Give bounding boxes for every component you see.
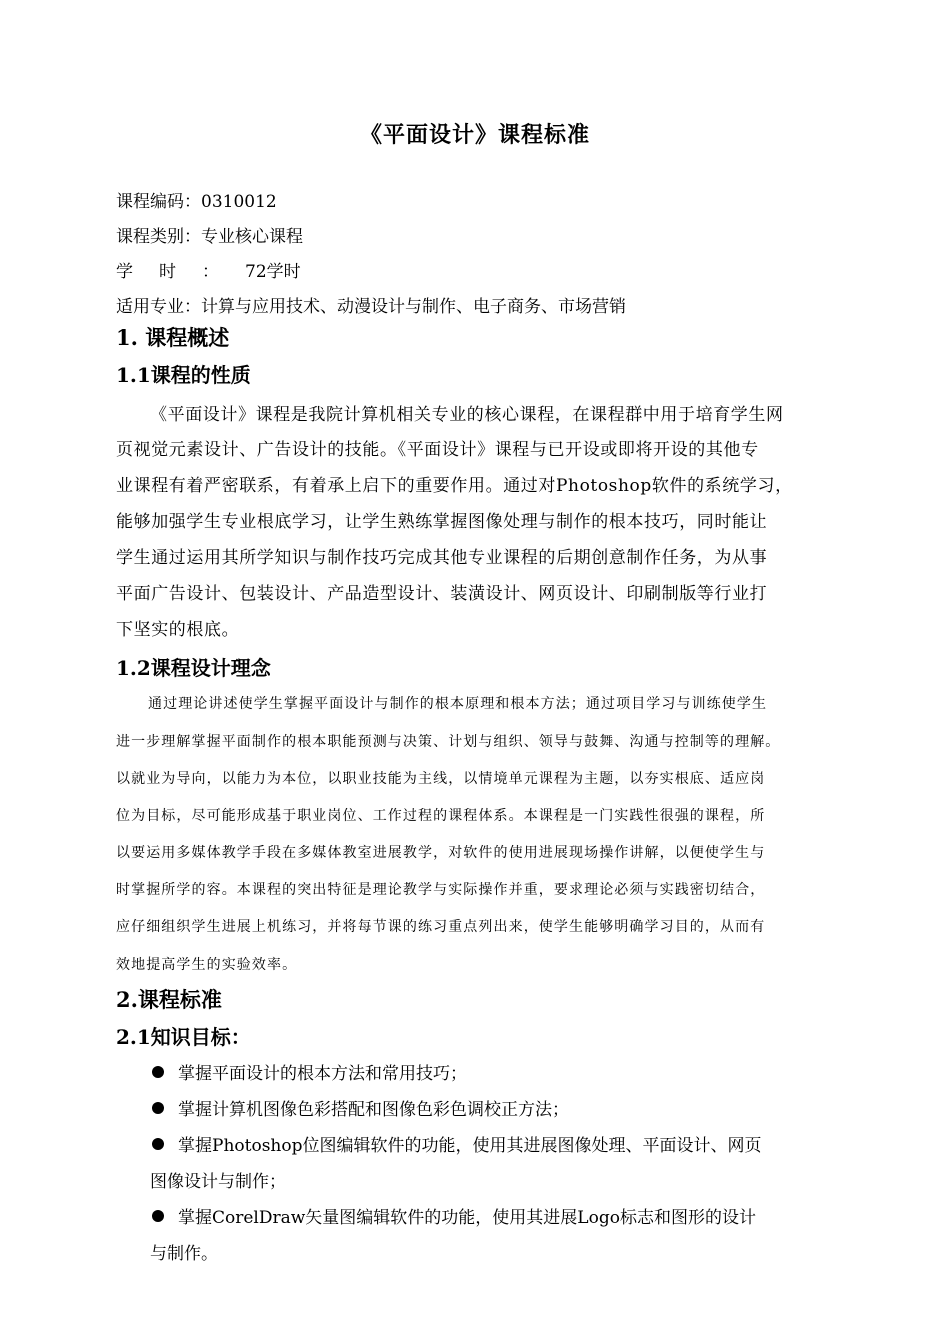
bullet-text: 掌握Photoshop位图编辑软件的功能，使用其进展图像处理、平面设计、网页 xyxy=(178,1136,762,1156)
course-category-value: 专业核心课程 xyxy=(201,227,303,247)
course-hours-value: 72学时 xyxy=(245,262,301,282)
bullet-item xyxy=(152,1203,756,1228)
bullet-dot-icon xyxy=(152,1102,164,1114)
bullet-text: 掌握CorelDraw矢量图编辑软件的功能，使用其进展Logo标志和图形的设计 xyxy=(178,1208,756,1228)
bullet-item xyxy=(152,1059,467,1084)
paragraph-line: 页视觉元素设计、广告设计的技能。《平面设计》课程与已开设或即将开设的其他专 xyxy=(116,440,759,460)
paragraph-line: 平面广告设计、包装设计、产品造型设计、装潢设计、网页设计、印刷制版等行业打 xyxy=(116,584,768,604)
bullet-text: 掌握平面设计的根本方法和常用技巧； xyxy=(178,1064,467,1084)
course-code-line xyxy=(116,187,277,212)
document-title: 《平面设计》课程标准 xyxy=(359,122,590,148)
subsection-heading: 2.1知识目标： xyxy=(116,1025,251,1049)
paragraph-line: 学生通过运用其所学知识与制作技巧完成其他专业课程的后期创意制作任务，为从事 xyxy=(116,548,768,568)
bullet-text: 掌握计算机图像色彩搭配和图像色彩色调校正方法； xyxy=(178,1100,569,1120)
paragraph-line: 时掌握所学的容。本课程的突出特征是理论教学与实际操作并重，要求理论必须与实践密切结合， xyxy=(116,882,766,898)
course-code-value: 0310012 xyxy=(201,192,277,212)
applicable-majors-value: 计算与应用技术、动漫设计与制作、电子商务、市场营销 xyxy=(201,297,626,317)
bullet-continuation: 图像设计与制作； xyxy=(150,1172,286,1192)
bullet-item xyxy=(152,1131,761,1156)
paragraph-line: 以要运用多媒体教学手段在多媒体教室进展教学，对软件的使用进展现场操作讲解，以便使学生与 xyxy=(116,845,766,861)
bullet-dot-icon xyxy=(152,1066,164,1078)
bullet-dot-icon xyxy=(152,1210,164,1222)
paragraph-line: 效地提高学生的实验效率。 xyxy=(116,957,298,973)
paragraph-line: 以就业为导向，以能力为本位，以职业技能为主线，以情境单元课程为主题，以夯实根底、适应岗 xyxy=(116,771,766,787)
applicable-majors-line xyxy=(116,292,626,317)
paragraph-line: 应仔细组织学生进展上机练习，并将每节课的练习重点列出来，使学生能够明确学习目的，从而有 xyxy=(116,919,766,935)
course-category-label: 课程类别： xyxy=(116,227,201,247)
subsection-heading: 1.1课程的性质 xyxy=(116,363,251,387)
course-code-label: 课程编码： xyxy=(116,192,201,212)
applicable-majors-label: 适用专业： xyxy=(116,297,201,317)
paragraph-line: 业课程有着严密联系，有着承上启下的重要作用。通过对Photoshop软件的系统学习， xyxy=(116,476,793,496)
course-category-line xyxy=(116,222,303,247)
subsection-heading: 1.2课程设计理念 xyxy=(116,656,271,680)
bullet-dot-icon xyxy=(152,1138,164,1150)
paragraph-line: 位为目标，尽可能形成基于职业岗位、工作过程的课程体系。本课程是一门实践性很强的课程，所 xyxy=(116,808,766,824)
course-hours-label: 学时： xyxy=(116,262,245,282)
paragraph-line: 《平面设计》课程是我院计算机相关专业的核心课程，在课程群中用于培育学生网 xyxy=(150,405,784,425)
bullet-item xyxy=(152,1095,569,1120)
section-heading: 2.课程标准 xyxy=(116,987,222,1012)
paragraph-line: 进一步理解掌握平面制作的根本职能预测与决策、计划与组织、领导与鼓舞、沟通与控制等的理解。 xyxy=(116,734,781,750)
paragraph-line: 通过理论讲述使学生掌握平面设计与制作的根本原理和根本方法；通过项目学习与训练使学生 xyxy=(148,696,768,712)
section-heading: 1. 课程概述 xyxy=(116,325,230,350)
paragraph-line: 能够加强学生专业根底学习，让学生熟练掌握图像处理与制作的根本技巧，同时能让 xyxy=(116,512,768,532)
bullet-continuation: 与制作。 xyxy=(150,1244,218,1264)
course-hours-line xyxy=(116,257,301,282)
paragraph-line: 下坚实的根底。 xyxy=(116,620,240,640)
